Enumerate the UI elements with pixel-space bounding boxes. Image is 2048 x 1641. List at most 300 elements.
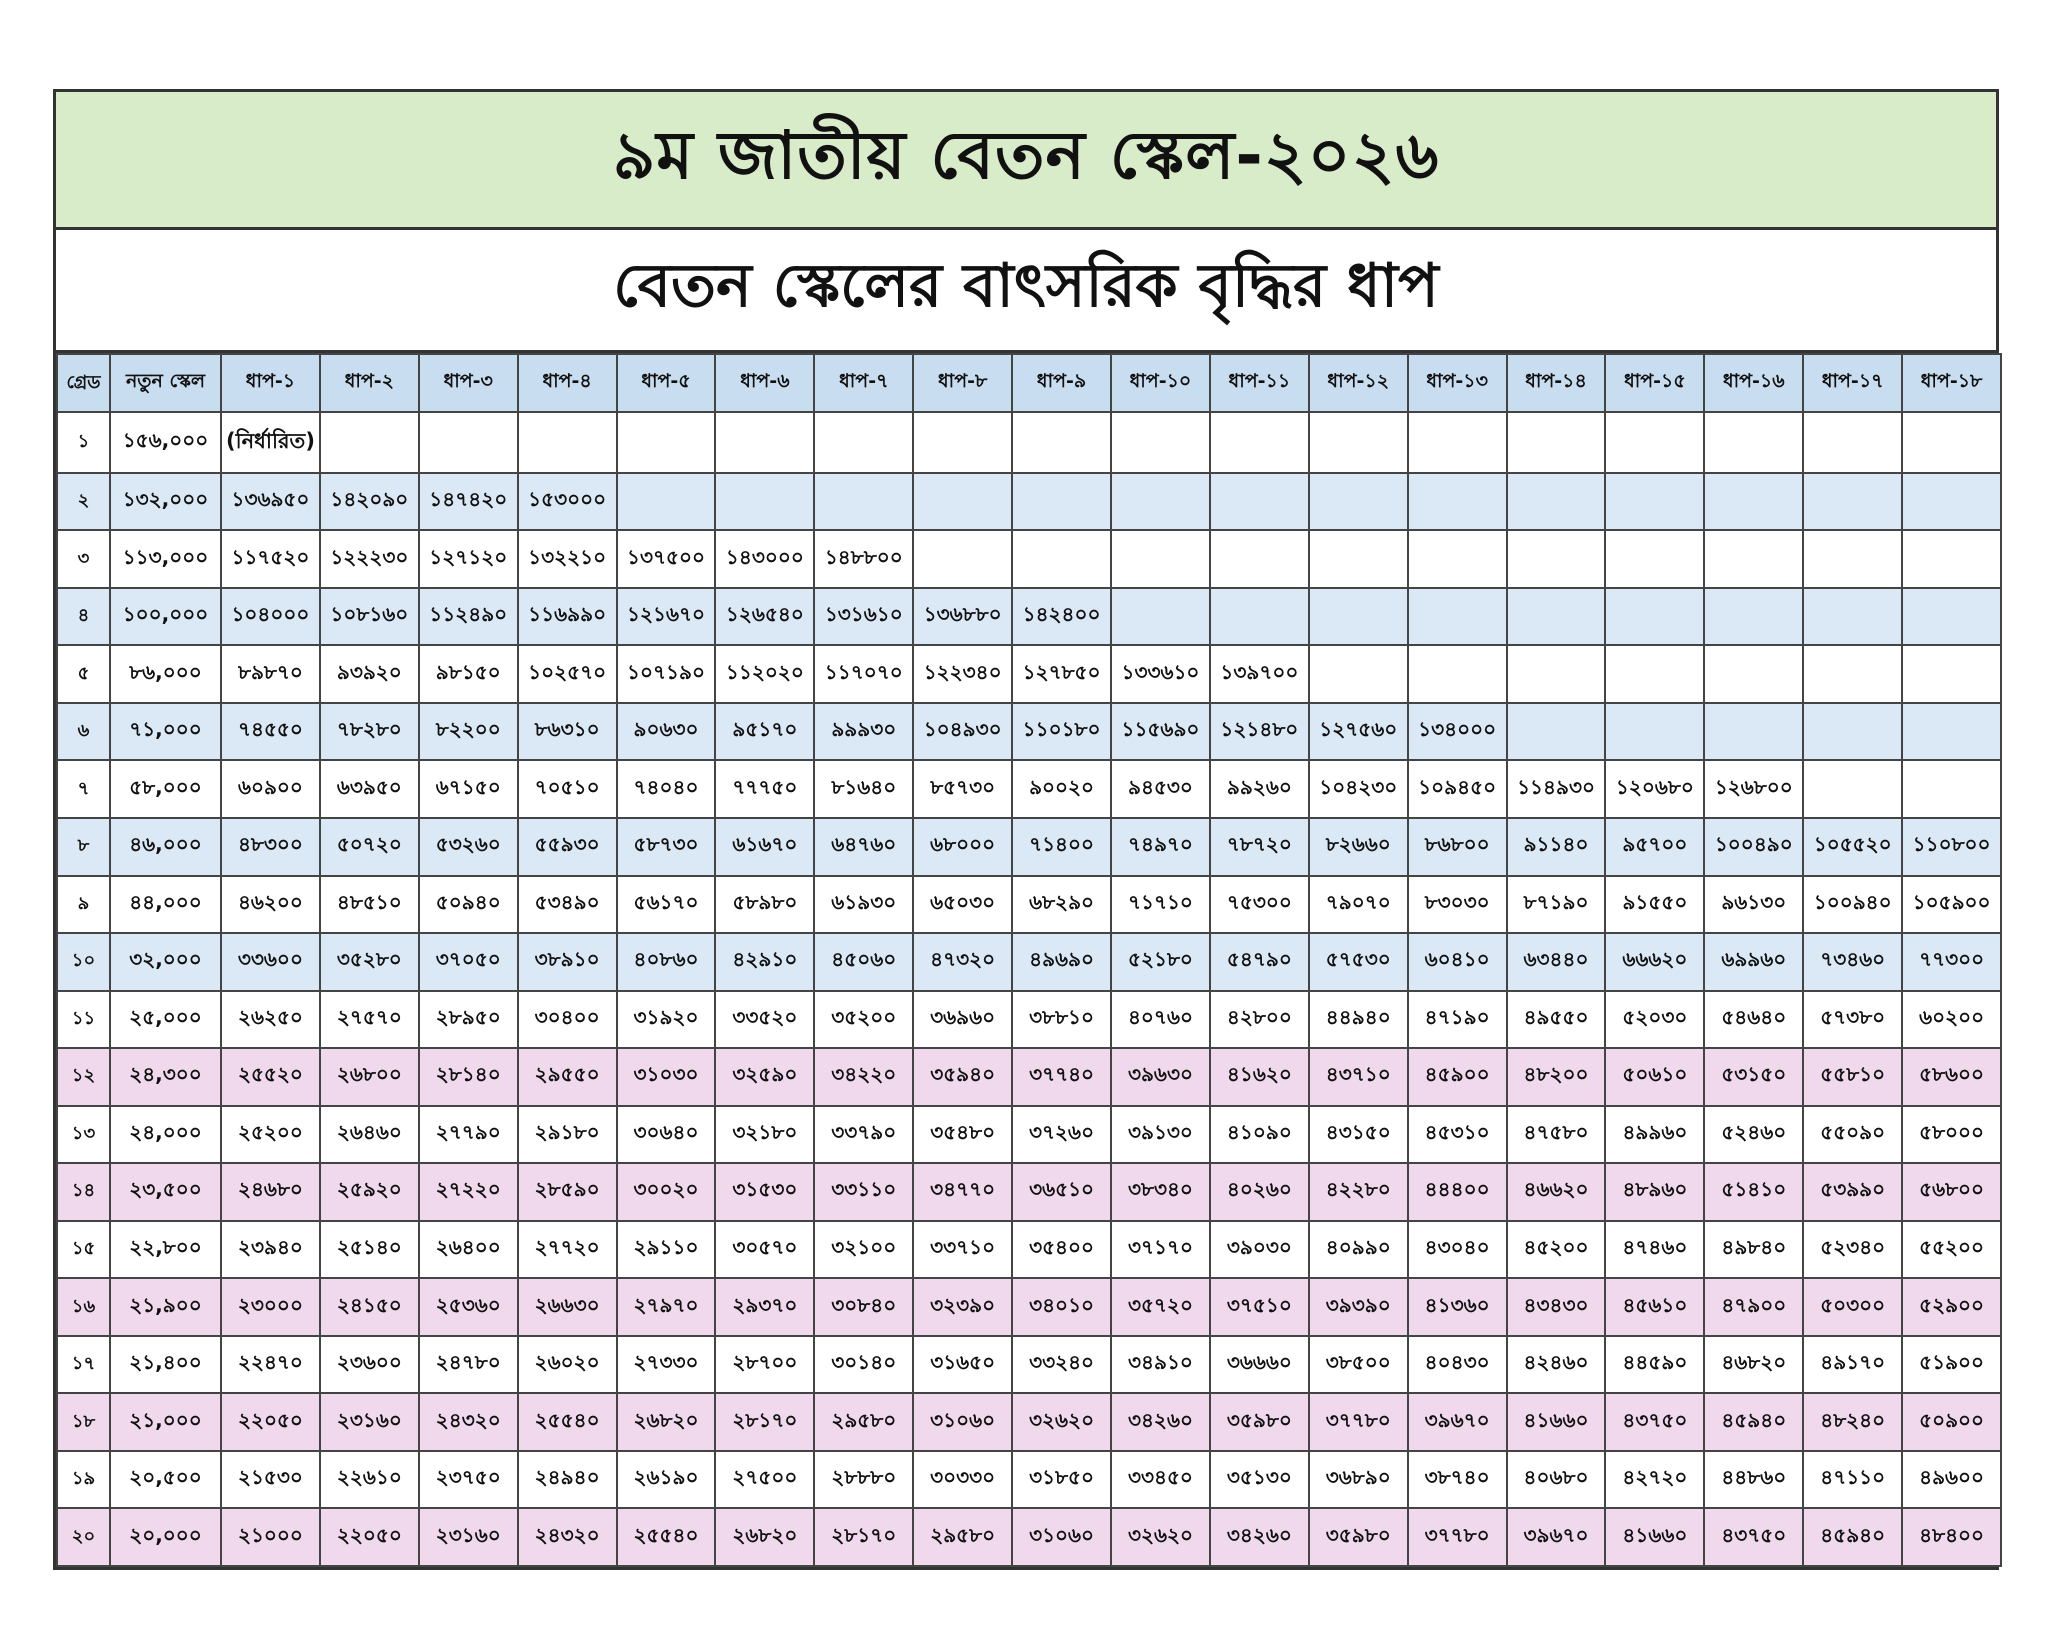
step-cell: ২৬২৫০ — [221, 991, 320, 1049]
table-row — [57, 1106, 2001, 1164]
step-cell: ৪৭৫৮০ — [1507, 1106, 1606, 1164]
empty-cell — [1507, 588, 1606, 646]
step-cell: ৪৯১৭০ — [1803, 1336, 1902, 1394]
empty-cell — [617, 412, 716, 473]
step-cell: ৪১৩৬০ — [1408, 1278, 1507, 1336]
step-cell: ৪৩৭১০ — [1309, 1048, 1408, 1106]
empty-cell — [715, 412, 814, 473]
step-cell: ৪৩১৫০ — [1309, 1106, 1408, 1164]
step-cell: ২৫৫৪০ — [617, 1508, 716, 1566]
step-cell: ৩৫৪৮০ — [913, 1106, 1012, 1164]
step-cell: ৩৮৮১০ — [1012, 991, 1111, 1049]
table-row — [57, 1393, 2001, 1451]
empty-cell — [1803, 703, 1902, 761]
header-step-16: ধাপ-১৬ — [1704, 354, 1803, 412]
step-cell: ৭১৭১০ — [1111, 876, 1210, 934]
new-scale-cell: ২০,৫০০ — [110, 1451, 221, 1509]
step-cell: ৭৮৭২০ — [1210, 818, 1309, 876]
grade-cell: ৬ — [57, 703, 110, 761]
step-cell: ৩৮৫০০ — [1309, 1336, 1408, 1394]
step-cell: ৪৫৩১০ — [1408, 1106, 1507, 1164]
step-cell: ৪০৬৮০ — [1507, 1451, 1606, 1509]
step-cell: ৩৪৯১০ — [1111, 1336, 1210, 1394]
step-cell: ৫৫৮১০ — [1803, 1048, 1902, 1106]
step-cell: ৬১৯৩০ — [814, 876, 913, 934]
step-cell: ৪৯৫৫০ — [1507, 991, 1606, 1049]
step-cell: ২৮৫৯০ — [518, 1163, 617, 1221]
step-cell: ১০৪২৩০ — [1309, 760, 1408, 818]
new-scale-cell: ২৩,৫০০ — [110, 1163, 221, 1221]
step-cell: ১১৫৬৯০ — [1111, 703, 1210, 761]
step-cell: ২৪১৫০ — [320, 1278, 419, 1336]
step-cell: ৩৬৬৬০ — [1210, 1336, 1309, 1394]
step-cell: ১২৭৮৫০ — [1012, 645, 1111, 703]
step-cell: ৪৭১১০ — [1803, 1451, 1902, 1509]
step-cell: ২৯৫৮০ — [814, 1393, 913, 1451]
step-cell: ৯৮১৫০ — [419, 645, 518, 703]
step-cell: ৪১০৯০ — [1210, 1106, 1309, 1164]
step-cell: ৫০৭২০ — [320, 818, 419, 876]
table-body — [57, 412, 2001, 1566]
step-cell: ৯৩৯২০ — [320, 645, 419, 703]
step-cell: ৩৪০১০ — [1012, 1278, 1111, 1336]
step-cell: ৩৫২৮০ — [320, 933, 419, 991]
empty-cell — [1408, 412, 1507, 473]
empty-cell — [1408, 473, 1507, 531]
step-cell: ৫৮৭৩০ — [617, 818, 716, 876]
step-cell: ৩৯১৩০ — [1111, 1106, 1210, 1164]
step-cell: ৫৭৫৩০ — [1309, 933, 1408, 991]
step-cell: ১২২৩৪০ — [913, 645, 1012, 703]
step-cell: ৩৪২৬০ — [1210, 1508, 1309, 1566]
grade-cell: ১৮ — [57, 1393, 110, 1451]
empty-cell — [1012, 530, 1111, 588]
step-cell: ২৫৫২০ — [221, 1048, 320, 1106]
grade-cell: ৫ — [57, 645, 110, 703]
step-cell: ১০৫৫২০ — [1803, 818, 1902, 876]
step-cell: ৪৬৬২০ — [1507, 1163, 1606, 1221]
step-cell: ৩৯৬৩০ — [1111, 1048, 1210, 1106]
step-cell: ২১০০০ — [221, 1508, 320, 1566]
grade-cell: ২ — [57, 473, 110, 531]
step-cell: ৬৩৪৪০ — [1507, 933, 1606, 991]
empty-cell — [715, 473, 814, 531]
empty-cell — [1408, 588, 1507, 646]
new-scale-cell: ১৩২,০০০ — [110, 473, 221, 531]
empty-cell — [814, 473, 913, 531]
empty-cell — [1309, 530, 1408, 588]
step-cell: ৩২৬২০ — [1111, 1508, 1210, 1566]
step-cell: ৪৮৩০০ — [221, 818, 320, 876]
step-cell: ৪২৯১০ — [715, 933, 814, 991]
step-cell: ১১০৮০০ — [1902, 818, 2001, 876]
empty-cell — [814, 412, 913, 473]
step-cell: ২২৬১০ — [320, 1451, 419, 1509]
step-cell: ৫২৪৬০ — [1704, 1106, 1803, 1164]
step-cell: ৩৪৭৭০ — [913, 1163, 1012, 1221]
header-step-3: ধাপ-৩ — [419, 354, 518, 412]
table-row — [57, 991, 2001, 1049]
header-step-11: ধাপ-১১ — [1210, 354, 1309, 412]
step-cell: ৮৬৩১০ — [518, 703, 617, 761]
step-cell: ৫৫৯৩০ — [518, 818, 617, 876]
step-cell: ৪৪৯৪০ — [1309, 991, 1408, 1049]
empty-cell — [1605, 412, 1704, 473]
empty-cell — [1210, 412, 1309, 473]
step-cell: ৩৫৪০০ — [1012, 1221, 1111, 1279]
step-cell: ২৫৫৪০ — [518, 1393, 617, 1451]
empty-cell — [1902, 760, 2001, 818]
step-cell: ৩১৬৫০ — [913, 1336, 1012, 1394]
step-cell: ৮২৬৬০ — [1309, 818, 1408, 876]
step-cell: ৪২৭২০ — [1605, 1451, 1704, 1509]
step-cell: ৪৬২০০ — [221, 876, 320, 934]
step-cell: ২৩০০০ — [221, 1278, 320, 1336]
step-cell: ৪৭৪৬০ — [1605, 1221, 1704, 1279]
step-cell: ৪৪৫৯০ — [1605, 1336, 1704, 1394]
step-cell: ৫২০৩০ — [1605, 991, 1704, 1049]
pay-scale-sheet — [53, 89, 1999, 1570]
page-subtitle: বেতন স্কেলের বাৎসরিক বৃদ্ধির ধাপ — [613, 251, 1439, 321]
step-cell: ৬০৪১০ — [1408, 933, 1507, 991]
step-cell: ১২৭১২০ — [419, 530, 518, 588]
grade-cell: ১১ — [57, 991, 110, 1049]
step-cell: ২৯১১০ — [617, 1221, 716, 1279]
step-cell: ২৬১৯০ — [617, 1451, 716, 1509]
empty-cell — [913, 412, 1012, 473]
grade-cell: ১৪ — [57, 1163, 110, 1221]
step-cell: ৩২৩৯০ — [913, 1278, 1012, 1336]
header-step-7: ধাপ-৭ — [814, 354, 913, 412]
table-row — [57, 1451, 2001, 1509]
new-scale-cell: ৭১,০০০ — [110, 703, 221, 761]
table-row — [57, 1336, 2001, 1394]
step-cell: ৪০২৬০ — [1210, 1163, 1309, 1221]
empty-cell — [1507, 703, 1606, 761]
grade-cell: ১২ — [57, 1048, 110, 1106]
step-cell: ৭৫৩০০ — [1210, 876, 1309, 934]
step-cell: ১৪৭৪২০ — [419, 473, 518, 531]
step-cell: ১২৭৫৬০ — [1309, 703, 1408, 761]
step-cell: ২৪৩২০ — [518, 1508, 617, 1566]
step-cell: ৩১০৬০ — [913, 1393, 1012, 1451]
step-cell: ৩৬৫১০ — [1012, 1163, 1111, 1221]
step-cell: ৩১০৬০ — [1012, 1508, 1111, 1566]
grade-cell: ১৯ — [57, 1451, 110, 1509]
step-cell: ৩৯৬৭০ — [1408, 1393, 1507, 1451]
step-cell: ৪৫৯০০ — [1408, 1048, 1507, 1106]
table-row — [57, 1221, 2001, 1279]
empty-cell — [1704, 703, 1803, 761]
step-cell: ২৬৪৬০ — [320, 1106, 419, 1164]
empty-cell — [1507, 412, 1606, 473]
step-cell: ৮৯৮৭০ — [221, 645, 320, 703]
empty-cell — [1902, 473, 2001, 531]
step-cell: ৩২৫৯০ — [715, 1048, 814, 1106]
step-cell: ১১৪৯৩০ — [1507, 760, 1606, 818]
empty-cell — [1902, 412, 2001, 473]
step-cell: ১৫৩০০০ — [518, 473, 617, 531]
empty-cell — [1111, 530, 1210, 588]
empty-cell — [1704, 588, 1803, 646]
table-row — [57, 703, 2001, 761]
step-cell: ২৩৬০০ — [320, 1336, 419, 1394]
step-cell: ২২০৫০ — [221, 1393, 320, 1451]
table-row — [57, 473, 2001, 531]
step-cell: ৩৩৭৯০ — [814, 1106, 913, 1164]
step-cell: ৫২৯০০ — [1902, 1278, 2001, 1336]
step-cell: ৩৭৭৮০ — [1309, 1393, 1408, 1451]
table-header-row — [57, 354, 2001, 412]
step-cell: ২৮১৭০ — [715, 1393, 814, 1451]
step-cell: ৪২৪৬০ — [1507, 1336, 1606, 1394]
step-cell: ২৫৩৬০ — [419, 1278, 518, 1336]
header-step-6: ধাপ-৬ — [715, 354, 814, 412]
step-cell: ৪০৪৩০ — [1408, 1336, 1507, 1394]
step-cell: ৪০৮৬০ — [617, 933, 716, 991]
empty-cell — [1902, 530, 2001, 588]
step-cell: ৪৭১৯০ — [1408, 991, 1507, 1049]
step-cell: ৬৮০০০ — [913, 818, 1012, 876]
header-step-10: ধাপ-১০ — [1111, 354, 1210, 412]
empty-cell — [913, 473, 1012, 531]
step-cell: ১৩৯৭০০ — [1210, 645, 1309, 703]
empty-cell — [1605, 588, 1704, 646]
grade-cell: ৮ — [57, 818, 110, 876]
step-cell: ১০৯৪৫০ — [1408, 760, 1507, 818]
step-cell: ১১৭৫২০ — [221, 530, 320, 588]
step-cell: ৫৩২৬০ — [419, 818, 518, 876]
step-cell: ৬১৬৭০ — [715, 818, 814, 876]
step-cell: ৩৩৪৫০ — [1111, 1451, 1210, 1509]
empty-cell — [1704, 645, 1803, 703]
step-cell: ৪৩৪৩০ — [1507, 1278, 1606, 1336]
step-cell: ৬৩৯৫০ — [320, 760, 419, 818]
step-cell: ৭৪০৪০ — [617, 760, 716, 818]
header-step-15: ধাপ-১৫ — [1605, 354, 1704, 412]
step-cell: ৮১৬৪০ — [814, 760, 913, 818]
step-cell: ৫১৯০০ — [1902, 1336, 2001, 1394]
step-cell: ২৪৭৮০ — [419, 1336, 518, 1394]
step-cell: ২৯১৮০ — [518, 1106, 617, 1164]
header-step-14: ধাপ-১৪ — [1507, 354, 1606, 412]
step-cell: ৪৫৯৪০ — [1704, 1393, 1803, 1451]
empty-cell — [1605, 703, 1704, 761]
empty-cell — [1803, 530, 1902, 588]
step-cell: ৩৭২৬০ — [1012, 1106, 1111, 1164]
table-row — [57, 1278, 2001, 1336]
step-cell: ৭৪৫৫০ — [221, 703, 320, 761]
step-cell: ১৩৭৫০০ — [617, 530, 716, 588]
grade-cell: ৯ — [57, 876, 110, 934]
step-cell: ৫৩১৫০ — [1704, 1048, 1803, 1106]
step-cell: ৬০৯০০ — [221, 760, 320, 818]
step-cell: ৪৮২৪০ — [1803, 1393, 1902, 1451]
empty-cell — [1605, 530, 1704, 588]
page-title: ৯ম জাতীয় বেতন স্কেল-২০২৬ — [612, 116, 1440, 194]
step-cell: ১২০৬৮০ — [1605, 760, 1704, 818]
grade-cell: ২০ — [57, 1508, 110, 1566]
new-scale-cell: ২১,০০০ — [110, 1393, 221, 1451]
empty-cell — [913, 530, 1012, 588]
step-cell: ৪৫৯৪০ — [1803, 1508, 1902, 1566]
table-row — [57, 1163, 2001, 1221]
step-cell: ৪২৮০০ — [1210, 991, 1309, 1049]
empty-cell — [1902, 645, 2001, 703]
step-cell: ৪৩৭৫০ — [1605, 1393, 1704, 1451]
empty-cell — [518, 412, 617, 473]
step-cell: ১৩২২১০ — [518, 530, 617, 588]
new-scale-cell: ৪৪,০০০ — [110, 876, 221, 934]
step-cell: ১০২৫৭০ — [518, 645, 617, 703]
step-cell: ৫৬১৭০ — [617, 876, 716, 934]
step-cell: ৩০৫৭০ — [715, 1221, 814, 1279]
step-cell: ২২৪৭০ — [221, 1336, 320, 1394]
empty-cell — [1210, 588, 1309, 646]
step-cell: ৩৩৬০০ — [221, 933, 320, 991]
grade-cell: ৪ — [57, 588, 110, 646]
empty-cell — [1507, 530, 1606, 588]
header-step-12: ধাপ-১২ — [1309, 354, 1408, 412]
step-cell: ১০৫৯০০ — [1902, 876, 2001, 934]
step-cell: ৪২২৮০ — [1309, 1163, 1408, 1221]
step-cell: ৫৩৯৯০ — [1803, 1163, 1902, 1221]
new-scale-cell: ৮৬,০০০ — [110, 645, 221, 703]
step-cell: ২২০৫০ — [320, 1508, 419, 1566]
step-cell: ৩৫৯৮০ — [1210, 1393, 1309, 1451]
step-cell: ৫৩৪৯০ — [518, 876, 617, 934]
step-cell: ১৩১৬১০ — [814, 588, 913, 646]
empty-cell — [1902, 703, 2001, 761]
step-cell: ৪৪৮৬০ — [1704, 1451, 1803, 1509]
empty-cell — [1309, 588, 1408, 646]
step-cell: ২৪৯৪০ — [518, 1451, 617, 1509]
grade-cell: ৩ — [57, 530, 110, 588]
empty-cell — [1309, 645, 1408, 703]
step-cell: ৮৬৮০০ — [1408, 818, 1507, 876]
step-cell: ২৮৮৮০ — [814, 1451, 913, 1509]
step-cell: ৩৩৭১০ — [913, 1221, 1012, 1279]
empty-cell — [1210, 530, 1309, 588]
grade-cell: ১৫ — [57, 1221, 110, 1279]
empty-cell — [320, 412, 419, 473]
step-cell: ৭১৪০০ — [1012, 818, 1111, 876]
header-step-18: ধাপ-১৮ — [1902, 354, 2001, 412]
step-cell: ২৩৯৪০ — [221, 1221, 320, 1279]
empty-cell — [1111, 412, 1210, 473]
header-step-4: ধাপ-৪ — [518, 354, 617, 412]
step-cell: ৭৪৯৭০ — [1111, 818, 1210, 876]
step-cell: ১২৬৮০০ — [1704, 760, 1803, 818]
new-scale-cell: ২৪,৩০০ — [110, 1048, 221, 1106]
step-cell: ৩৩৫২০ — [715, 991, 814, 1049]
subtitle-band — [56, 230, 1996, 353]
step-cell: ২৭৭২০ — [518, 1221, 617, 1279]
step-cell: ২৪৬৮০ — [221, 1163, 320, 1221]
step-cell: ৯০০২০ — [1012, 760, 1111, 818]
step-cell: ৭৯০৭০ — [1309, 876, 1408, 934]
step-cell: ৪৩০৪০ — [1408, 1221, 1507, 1279]
empty-cell — [419, 412, 518, 473]
step-cell: ১৩৬৮৮০ — [913, 588, 1012, 646]
step-cell: ২৬০২০ — [518, 1336, 617, 1394]
step-cell: ৯৫১৭০ — [715, 703, 814, 761]
step-cell: ৭৭৭৫০ — [715, 760, 814, 818]
step-cell: ১০৮১৬০ — [320, 588, 419, 646]
empty-cell — [1507, 645, 1606, 703]
new-scale-cell: ২১,৪০০ — [110, 1336, 221, 1394]
empty-cell — [1507, 473, 1606, 531]
new-scale-cell: ২২,৮০০ — [110, 1221, 221, 1279]
step-cell: ২৭২২০ — [419, 1163, 518, 1221]
step-cell: ৮২২০০ — [419, 703, 518, 761]
step-cell: ৪১৬৬০ — [1605, 1508, 1704, 1566]
step-cell: ২৯৫৮০ — [913, 1508, 1012, 1566]
step-cell: ২৬৮২০ — [617, 1393, 716, 1451]
step-cell: ২৩৭৫০ — [419, 1451, 518, 1509]
header-step-8: ধাপ-৮ — [913, 354, 1012, 412]
new-scale-cell: ২৪,০০০ — [110, 1106, 221, 1164]
step-cell: ৮৩০৩০ — [1408, 876, 1507, 934]
step-cell: ১১০১৮০ — [1012, 703, 1111, 761]
step-cell: ২৫১৪০ — [320, 1221, 419, 1279]
step-cell: ৮৭১৯০ — [1507, 876, 1606, 934]
step-cell: ২৬৬৩০ — [518, 1278, 617, 1336]
step-cell: ৩৩২৪০ — [1012, 1336, 1111, 1394]
table-row — [57, 760, 2001, 818]
step-cell: ২৭৫৭০ — [320, 991, 419, 1049]
step-cell: ২৯৩৭০ — [715, 1278, 814, 1336]
step-cell: ৭৩৪৬০ — [1803, 933, 1902, 991]
step-cell: ৪৮৯৬০ — [1605, 1163, 1704, 1221]
step-cell: ১৩৪০০০ — [1408, 703, 1507, 761]
step-cell: ৬৮২৯০ — [1012, 876, 1111, 934]
step-cell: ৩০৮৪০ — [814, 1278, 913, 1336]
step-cell: ৩৭৭৮০ — [1408, 1508, 1507, 1566]
step-cell: ৩৩১১০ — [814, 1163, 913, 1221]
step-cell: ৩৫২০০ — [814, 991, 913, 1049]
title-band — [56, 92, 1996, 230]
step-cell: ৩১৮৫০ — [1012, 1451, 1111, 1509]
step-cell: ১২২২৩০ — [320, 530, 419, 588]
step-cell: ২৩১৬০ — [320, 1393, 419, 1451]
table-row — [57, 530, 2001, 588]
empty-cell — [1902, 588, 2001, 646]
empty-cell — [1408, 645, 1507, 703]
step-cell: ৩২১৮০ — [715, 1106, 814, 1164]
step-cell: ২৮১৭০ — [814, 1508, 913, 1566]
step-cell: ৩৭০৫০ — [419, 933, 518, 991]
step-cell: ৬৯৯৬০ — [1704, 933, 1803, 991]
grade-cell: ১৩ — [57, 1106, 110, 1164]
step-cell: ৩৫১৩০ — [1210, 1451, 1309, 1509]
new-scale-cell: ২৫,০০০ — [110, 991, 221, 1049]
step-cell: ৩৬৯৬০ — [913, 991, 1012, 1049]
step-cell: ৪০৭৬০ — [1111, 991, 1210, 1049]
step-cell: ৩৪২২০ — [814, 1048, 913, 1106]
step-cell: ৩৭৭৪০ — [1012, 1048, 1111, 1106]
table-row — [57, 933, 2001, 991]
table-row — [57, 588, 2001, 646]
header-step-5: ধাপ-৫ — [617, 354, 716, 412]
step-cell: ৩৮৭৪০ — [1408, 1451, 1507, 1509]
step-cell: ৪৯৬০০ — [1902, 1451, 2001, 1509]
step-cell: ১৩৬৯৫০ — [221, 473, 320, 531]
new-scale-cell: ৫৮,০০০ — [110, 760, 221, 818]
step-cell: ৩৯৩৯০ — [1309, 1278, 1408, 1336]
step-cell: ৯১৫৫০ — [1605, 876, 1704, 934]
header-step-9: ধাপ-৯ — [1012, 354, 1111, 412]
